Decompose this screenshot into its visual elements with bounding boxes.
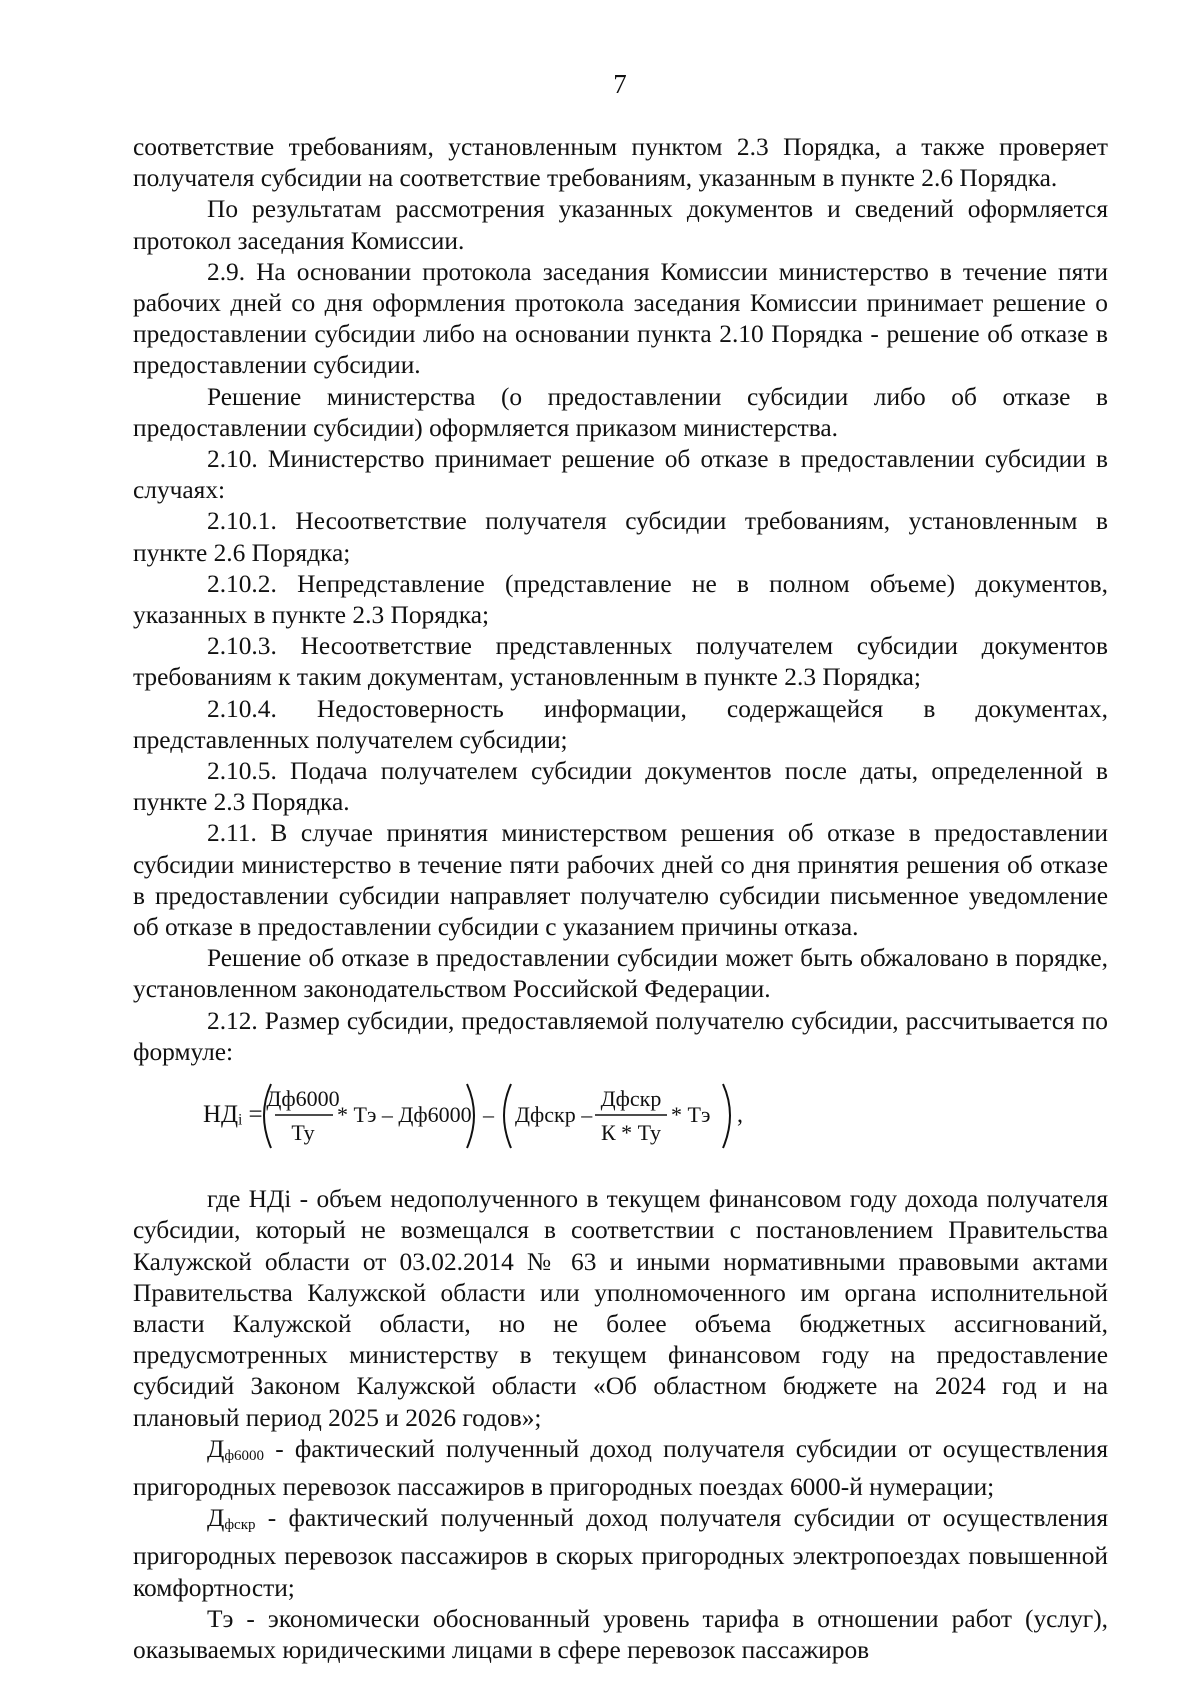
paragraph: По результатам рассмотрения указанных документов и сведений оформляется протокол заседания Комиссии. bbox=[133, 195, 1108, 255]
formula-lhs: НДᵢ = bbox=[203, 1101, 263, 1129]
fraction1-numerator: Дф6000 bbox=[266, 1086, 340, 1112]
open-paren bbox=[504, 1084, 511, 1148]
definition-dfskr bbox=[133, 1503, 1108, 1604]
paragraph: Решение министерства (о предоставлении субсидии либо об отказе в предоставлении субсидии) оформляется приказом министерства. bbox=[133, 382, 1108, 442]
symbol: Д bbox=[207, 1434, 225, 1463]
formula-graphic bbox=[203, 1068, 763, 1162]
fraction2-denominator: К * Ту bbox=[600, 1120, 662, 1146]
paragraph: 2.10.2. Непредставление (представление не в полном объеме) документов, указанных в пункте 2.3 Порядка; bbox=[133, 569, 1108, 630]
paragraph: 2.10.4. Недостоверность информации, содержащейся в документах, представленных получателем субсидии; bbox=[133, 694, 1108, 754]
paragraph: 2.10.5. Подача получателем субсидии документов после даты, определенной в пункте 2.3 Порядка. bbox=[133, 757, 1108, 817]
paragraph: 2.12. Размер субсидии, предоставляемой получателю субсидии, рассчитывается по формуле: bbox=[133, 1006, 1108, 1066]
paragraph: 2.9. На основании протокола заседания Комиссии министерство в течение пяти рабочих дней со дня оформления протокола заседания Комиссии принимает решение о предоставлении субсидии либо на основании пункта 2.10 Порядка - решение об отказе в предоставлении субсидии. bbox=[133, 257, 1108, 380]
close-paren bbox=[723, 1084, 730, 1148]
paragraph: 2.10.3. Несоответствие представленных получателем субсидии документов требованиям к таким документам, установленным в пункте 2.3 Порядка; bbox=[133, 632, 1108, 692]
formula-term2-start: Дфскр – bbox=[515, 1102, 593, 1128]
definition-df6000 bbox=[133, 1434, 1108, 1503]
paragraph: 2.11. В случае принятия министерством решения об отказе в предоставлении субсидии министерство в течение пяти рабочих дней со дня принятия решения об отказе в предоставлении субсидии направляет получателю субсидии письменное уведомление об отказе в предоставлении субсидии с указанием причины отказа. bbox=[133, 819, 1108, 942]
paragraph: соответствие требованиям, установленным пунктом 2.3 Порядка, а также проверяет получателя субсидии на соответствие требованиям, указанным в пункте 2.6 Порядка. bbox=[133, 133, 1108, 193]
formula-middle-term: * Тэ – Дф6000 bbox=[337, 1102, 472, 1128]
formula-comma: , bbox=[737, 1102, 743, 1129]
fraction1-denominator: Ту bbox=[291, 1120, 315, 1146]
definition-te: Тэ - экономически обоснованный уровень тарифа в отношении работ (услуг), оказываемых юридическими лицами в сфере перевозок пассажиров bbox=[133, 1604, 1108, 1664]
definition-text: - фактический полученный доход получателя субсидии от осуществления пригородных перевозок пассажиров в пригородных поездах 6000-й нумерации; bbox=[133, 1434, 1108, 1501]
definition-ndi: где НДi - объем недополученного в текущем финансовом году дохода получателя субсидии, который не возмещался в соответствии с постановлением Правительства Калужской области от 03.02.2014 № 63 и иными нормативными правовыми актами Правительства Калужской области или уполномоченного им органа исполнительной власти Калужской области, но не более объема бюджетных ассигнований, предусмотренных министерству в текущем финансовом году на предоставление субсидий Законом Калужской области «Об областном бюджете на 2024 год и на плановый период 2025 и 2026 годов»; bbox=[133, 1185, 1108, 1432]
paragraph: Решение об отказе в предоставлении субсидии может быть обжаловано в порядке, установленном законодательством Российской Федерации. bbox=[133, 944, 1108, 1004]
fraction2-numerator: Дфскр bbox=[600, 1086, 662, 1112]
definition-text: - фактический полученный доход получателя субсидии от осуществления пригородных перевозок пассажиров в скорых пригородных электропоездах повышенной комфортности; bbox=[133, 1504, 1108, 1602]
document-body bbox=[133, 132, 1108, 1666]
formula-term2-end: * Тэ bbox=[671, 1102, 711, 1128]
symbol: Д bbox=[207, 1504, 225, 1533]
paragraph: 2.10.1. Несоответствие получателя субсидии требованиям, установленным в пункте 2.6 Порядка; bbox=[133, 507, 1108, 567]
page-number: 7 bbox=[613, 69, 627, 99]
symbol-subscript: фскр bbox=[224, 1517, 256, 1534]
subsidy-formula bbox=[133, 1068, 1108, 1162]
formula-minus: – bbox=[483, 1102, 494, 1128]
symbol-subscript: ф6000 bbox=[224, 1447, 265, 1464]
spacer bbox=[133, 1162, 1108, 1184]
paragraph: 2.10. Министерство принимает решение об отказе в предоставлении субсидии в случаях: bbox=[133, 445, 1108, 505]
